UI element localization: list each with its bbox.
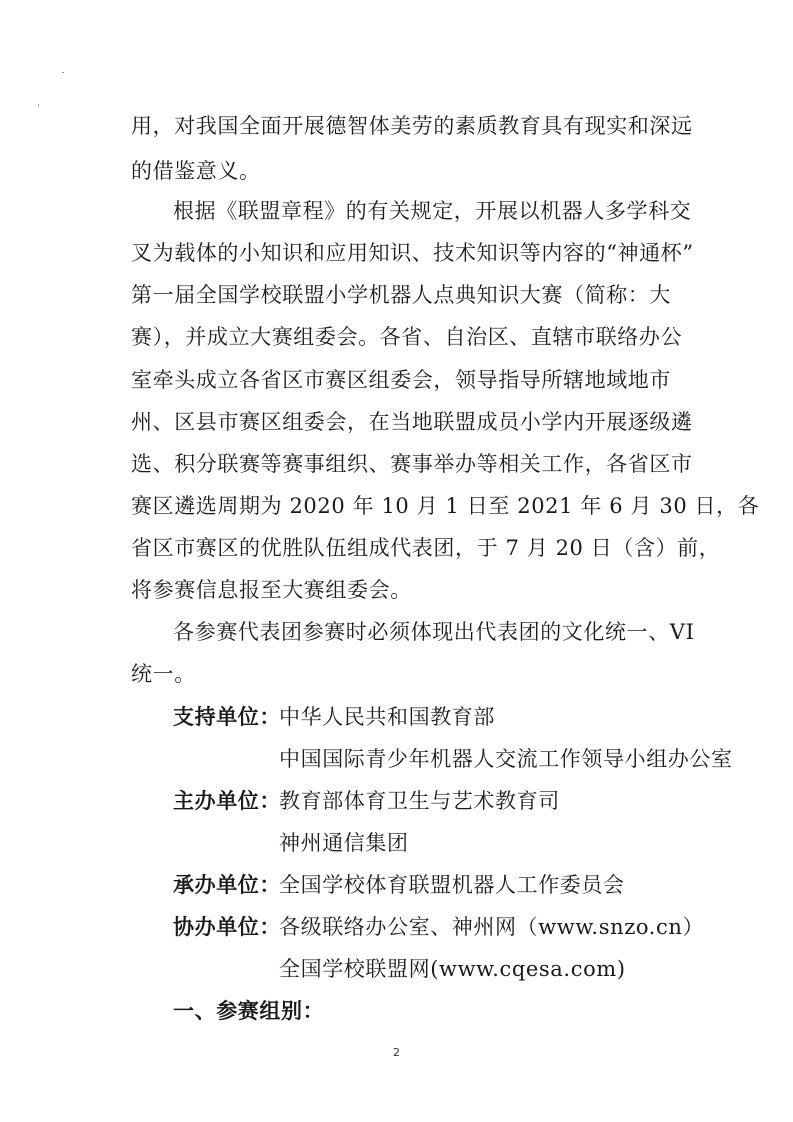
paragraph-2-line-5: 室牵头成立各省区市赛区组委会，领导指导所辖地域地市 bbox=[131, 368, 671, 392]
scan-speck bbox=[38, 104, 39, 106]
paragraph-2-line-3: 第一届全国学校联盟小学机器人点典知识大赛（简称：大 bbox=[131, 283, 671, 307]
coorganizer-unit-label: 协办单位： bbox=[173, 914, 281, 939]
host-unit-value: 教育部体育卫生与艺术教育司 bbox=[279, 789, 560, 813]
host-unit-label: 主办单位： bbox=[173, 788, 281, 813]
paragraph-2-line-10: 将参赛信息报至大赛组委会。 bbox=[131, 578, 412, 602]
paragraph-2-line-6: 州、区县市赛区组委会，在当地联盟成员小学内开展逐级遴 bbox=[131, 410, 693, 434]
scan-speck bbox=[62, 72, 64, 73]
paragraph-3-line-1: 各参赛代表团参赛时必须体现出代表团的文化统一、VI bbox=[173, 620, 695, 644]
paragraph-1-line-2: 的借鉴意义。 bbox=[131, 159, 261, 183]
paragraph-2-line-2: 叉为载体的小知识和应用知识、技术知识等内容的“神通杯” bbox=[131, 241, 694, 265]
organizer-unit-label: 承办单位： bbox=[173, 872, 281, 897]
paragraph-2-line-7: 选、积分联赛等赛事组织、赛事举办等相关工作，各省区市 bbox=[131, 452, 693, 476]
coorganizer-unit-value: 全国学校联盟网(www.cqesa.com) bbox=[279, 957, 626, 981]
paragraph-3-line-2: 统一。 bbox=[131, 662, 196, 686]
paragraph-2-line-4: 赛），并成立大赛组委会。各省、自治区、直辖市联络办公 bbox=[131, 325, 683, 349]
support-unit-value: 中国国际青少年机器人交流工作领导小组办公室 bbox=[279, 747, 733, 771]
section-heading: 一、参赛组别： bbox=[173, 998, 325, 1023]
host-unit-value: 神州通信集团 bbox=[279, 831, 409, 855]
paragraph-2-line-1: 根据《联盟章程》的有关规定，开展以机器人多学科交 bbox=[173, 199, 692, 223]
organizer-unit-value: 全国学校体育联盟机器人工作委员会 bbox=[279, 873, 625, 897]
page-number: 2 bbox=[393, 1046, 400, 1059]
coorganizer-unit-value: 各级联络办公室、神州网（www.snzo.cn） bbox=[279, 915, 705, 939]
support-unit-label: 支持单位： bbox=[173, 704, 281, 729]
support-unit-value: 中华人民共和国教育部 bbox=[279, 705, 495, 729]
paragraph-2-line-8: 赛区遴选周期为 2020 年 10 月 1 日至 2021 年 6 月 30 日，各 bbox=[131, 494, 760, 518]
paragraph-2-line-9: 省区市赛区的优胜队伍组成代表团，于 7 月 20 日（含）前， bbox=[131, 536, 721, 560]
paragraph-1-line-1: 用，对我国全面开展德智体美劳的素质教育具有现实和深远 bbox=[131, 114, 693, 138]
